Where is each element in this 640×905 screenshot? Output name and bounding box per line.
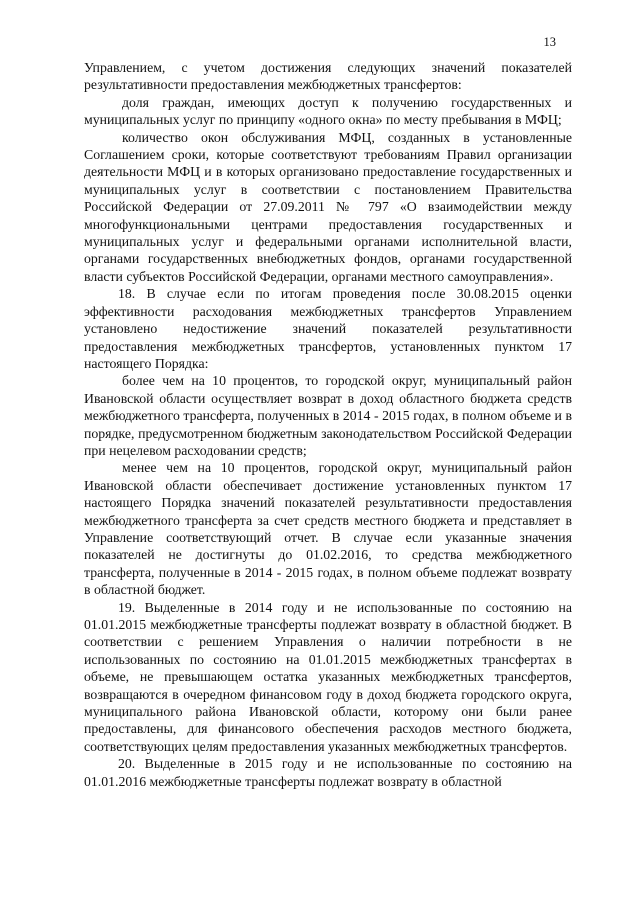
paragraph: Управлением, с учетом достижения следующих значений показателей результативности предоставления межбюджетных трансфертов: <box>84 60 572 93</box>
document-body <box>84 59 572 790</box>
paragraph: менее чем на 10 процентов, городской округ, муниципальный район Ивановской области обеспечивает достижение установленных пунктом 17 настоящего Порядка значений показателей результативности предоставления межбюджетного трансферта за счет средств местного бюджета и представляет в Управление соответствующий отчет. В случае если указанные значения показателей не достигнуты до 01.02.2016, то средства межбюджетного трансферта, полученные в 2014 - 2015 годах, в полном объеме подлежат возврату в областной бюджет. <box>84 460 572 598</box>
paragraph-19: 19. Выделенные в 2014 году и не использованные по состоянию на 01.01.2015 межбюджетные трансферты подлежат возврату в областной бюджет. В соответствии с решением Управления о наличии потребности в не использованных по состоянию на 01.01.2015 межбюджетных трансфертах в объеме, не превышающем остатка указанных межбюджетных трансфертов, возвращаются в очередном финансовом году в доход бюджета городского округа, муниципального района Ивановской области, которому они были ранее предоставлены, для финансового обеспечения расходов местного бюджета, соответствующих целям предоставления указанных межбюджетных трансфертов. <box>84 599 572 754</box>
paragraph-20: 20. Выделенные в 2015 году и не использованные по состоянию на 01.01.2016 межбюджетные трансферты подлежат возврату в областной <box>84 756 572 789</box>
paragraph-18: 18. В случае если по итогам проведения после 30.08.2015 оценки эффективности расходования межбюджетных трансфертов Управлением установлено недостижение значений показателей результативности предоставления межбюджетных трансфертов, установленных пунктом 17 настоящего Порядка: <box>84 286 572 371</box>
paragraph: количество окон обслуживания МФЦ, созданных в установленные Соглашением сроки, которые соответствуют требованиям Правил организации деятельности МФЦ и в которых организовано предоставление государственных и муниципальных услуг в соответствии с постановлением Правительства Российской Федерации от 27.09.2011 № 797 «О взаимодействии между многофункциональными центрами предоставления государственных и муниципальных услуг и федеральными органами исполнительной власти, органами государственных внебюджетных фондов, органами государственной власти субъектов Российской Федерации, органами местного самоуправления». <box>84 129 572 284</box>
paragraph: доля граждан, имеющих доступ к получению государственных и муниципальных услуг по принципу «одного окна» по месту пребывания в МФЦ; <box>84 94 572 128</box>
page-number: 13 <box>543 35 556 49</box>
paragraph: более чем на 10 процентов, то городской округ, муниципальный район Ивановской области осуществляет возврат в доход областного бюджета средств межбюджетного трансферта, полученных в 2014 - 2015 годах, в полном объеме и в порядке, предусмотренном бюджетным законодательством Российской Федерации при нецелевом расходовании средств; <box>84 373 572 458</box>
